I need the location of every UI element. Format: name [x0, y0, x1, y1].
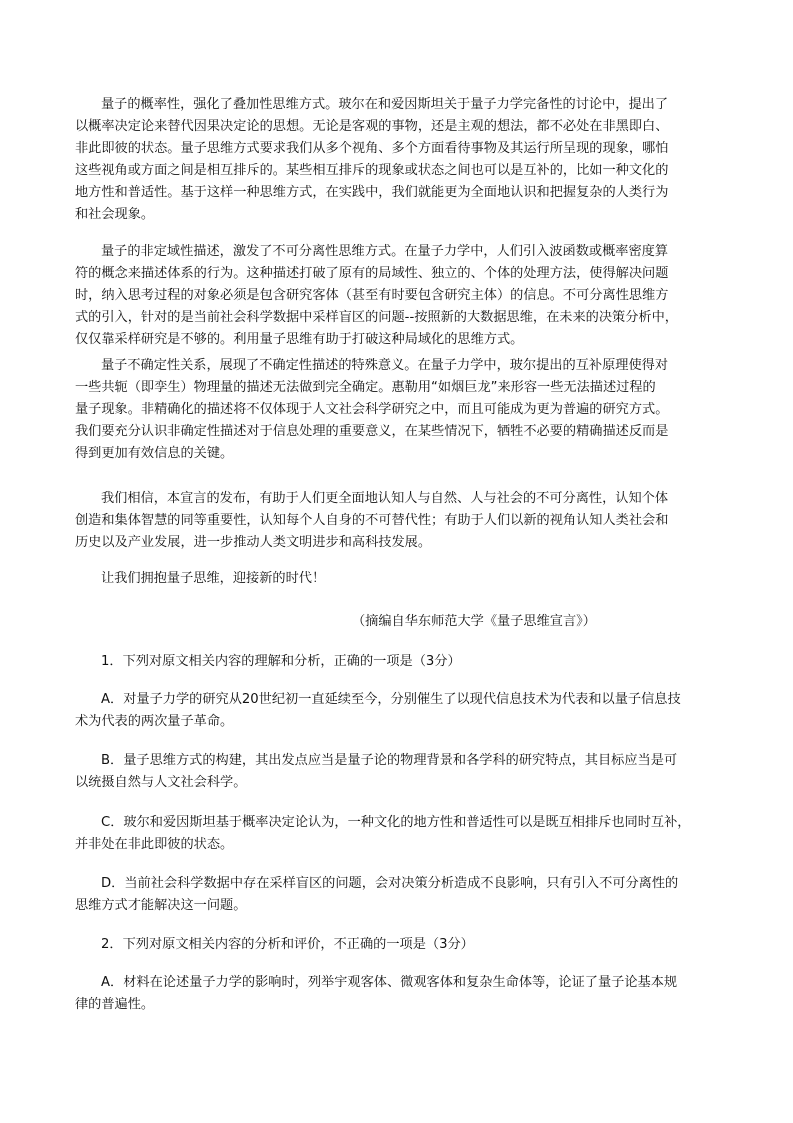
option-line: C．玻尔和爱因斯坦基于概率决定论认为，一种文化的地方性和普适性可以是既互相排斥也同时互补，	[101, 815, 691, 830]
paragraph-probability	[75, 94, 720, 226]
source-citation: （摘编自华东师范大学《量子思维宣言》）	[352, 614, 596, 629]
text-line: 以概率决定论来替代因果决定论的思想。无论是客观的事物，还是主观的想法，都不必处在非黑即白、	[75, 119, 669, 134]
option-line: D．当前社会科学数据中存在采样盲区的问题，会对决策分析造成不良影响，只有引入不可分离性的	[101, 876, 679, 891]
option-line: 术为代表的两次量子革命。	[75, 714, 234, 729]
text-line: 这些视角或方面之间是相互排斥的。某些相互排斥的现象或状态之间也可以是互补的，比如一种文化的	[75, 163, 669, 178]
text-line: 式的引入，针对的是当前社会科学数据中采样盲区的问题--按照新的大数据思维，在未来的决策分析中，	[75, 310, 678, 325]
question-1-option-d	[75, 873, 720, 917]
option-line: B．量子思维方式的构建，其出发点应当是量子论的物理背景和各学科的研究特点，其目标应当是可	[101, 753, 678, 768]
text-line: 创造和集体智慧的同等重要性，认知每个人自身的不可替代性；有助于人们以新的视角认知人类社会和	[75, 513, 669, 528]
question-2-stem	[75, 934, 720, 956]
option-line: 以统摄自然与人文社会科学。	[75, 775, 247, 790]
question-1-stem	[75, 651, 720, 673]
text-line: 和社会现象。	[75, 207, 155, 222]
option-line: 并非处在非此即彼的状态。	[75, 837, 234, 852]
text-line: 量子的非定域性描述，激发了不可分离性思维方式。在量子力学中，人们引入波函数或概率密度算	[101, 244, 669, 259]
question-stem: 2．下列对原文相关内容的分析和评价，不正确的一项是（3分）	[101, 937, 474, 952]
text-line: 量子的概率性，强化了叠加性思维方式。玻尔在和爱因斯坦关于量子力学完备性的讨论中，提出了	[101, 97, 669, 112]
text-line: 一些共轭（即孪生）物理量的描述无法做到完全确定。惠勒用“如烟巨龙”来形容一些无法描述过程的	[75, 380, 656, 395]
question-1-option-c	[75, 812, 720, 856]
option-line: A．材料在论述量子力学的影响时，列举宇观客体、微观客体和复杂生命体等，论证了量子论基本规	[101, 975, 678, 990]
text-line: 地方性和普适性。基于这样一种思维方式，在实践中，我们就能更为全面地认识和把握复杂的人类行为	[75, 185, 669, 200]
text-line: 量子不确定性关系，展现了不确定性描述的特殊意义。在量子力学中，玻尔提出的互补原理使得对	[101, 358, 669, 373]
question-1-option-a	[75, 689, 720, 733]
text-line: 我们要充分认识非确定性描述对于信息处理的重要意义，在某些情况下，牺牲不必要的精确描述反而是	[75, 424, 669, 439]
option-line: 律的普遍性。	[75, 997, 155, 1012]
paragraph-uncertainty	[75, 355, 720, 465]
text-line: 量子现象。非精确化的描述将不仅体现于人文社会科学研究之中，而且可能成为更为普遍的研究方式。	[75, 402, 669, 417]
text-line: 符的概念来描述体系的行为。这种描述打破了原有的局域性、独立的、个体的处理方法，使得解决问题	[75, 266, 669, 281]
text-line: 历史以及产业发展，进一步推动人类文明进步和高科技发展。	[75, 535, 432, 550]
paragraph-declaration	[75, 488, 720, 554]
text-line: 得到更加有效信息的关键。	[75, 446, 234, 461]
text-line: 我们相信，本宣言的发布，有助于人们更全面地认知人与自然、人与社会的不可分离性，认知个体	[101, 491, 669, 506]
option-line: 思维方式才能解决这一问题。	[75, 898, 247, 913]
paragraph-nonlocality	[75, 241, 720, 351]
text-line: 仅仅靠采样研究是不够的。利用量子思维有助于打破这种局域化的思维方式。	[75, 332, 524, 347]
question-1-option-b	[75, 750, 720, 794]
text-line: 让我们拥抱量子思维，迎接新的时代！	[101, 571, 326, 586]
question-stem: 1．下列对原文相关内容的理解和分析，正确的一项是（3分）	[101, 654, 461, 669]
option-line: A．对量子力学的研究从20世纪初一直延续至今，分别催生了以现代信息技术为代表和以量子信息技	[101, 692, 681, 707]
paragraph-closing	[75, 568, 720, 590]
question-2-option-a	[75, 972, 720, 1016]
text-line: 非此即彼的状态。量子思维方式要求我们从多个视角、多个方面看待事物及其运行所呈现的现象，哪怕	[75, 141, 669, 156]
text-line: 时，纳入思考过程的对象必须是包含研究客体（甚至有时要包含研究主体）的信息。不可分离性思维方	[75, 288, 669, 303]
